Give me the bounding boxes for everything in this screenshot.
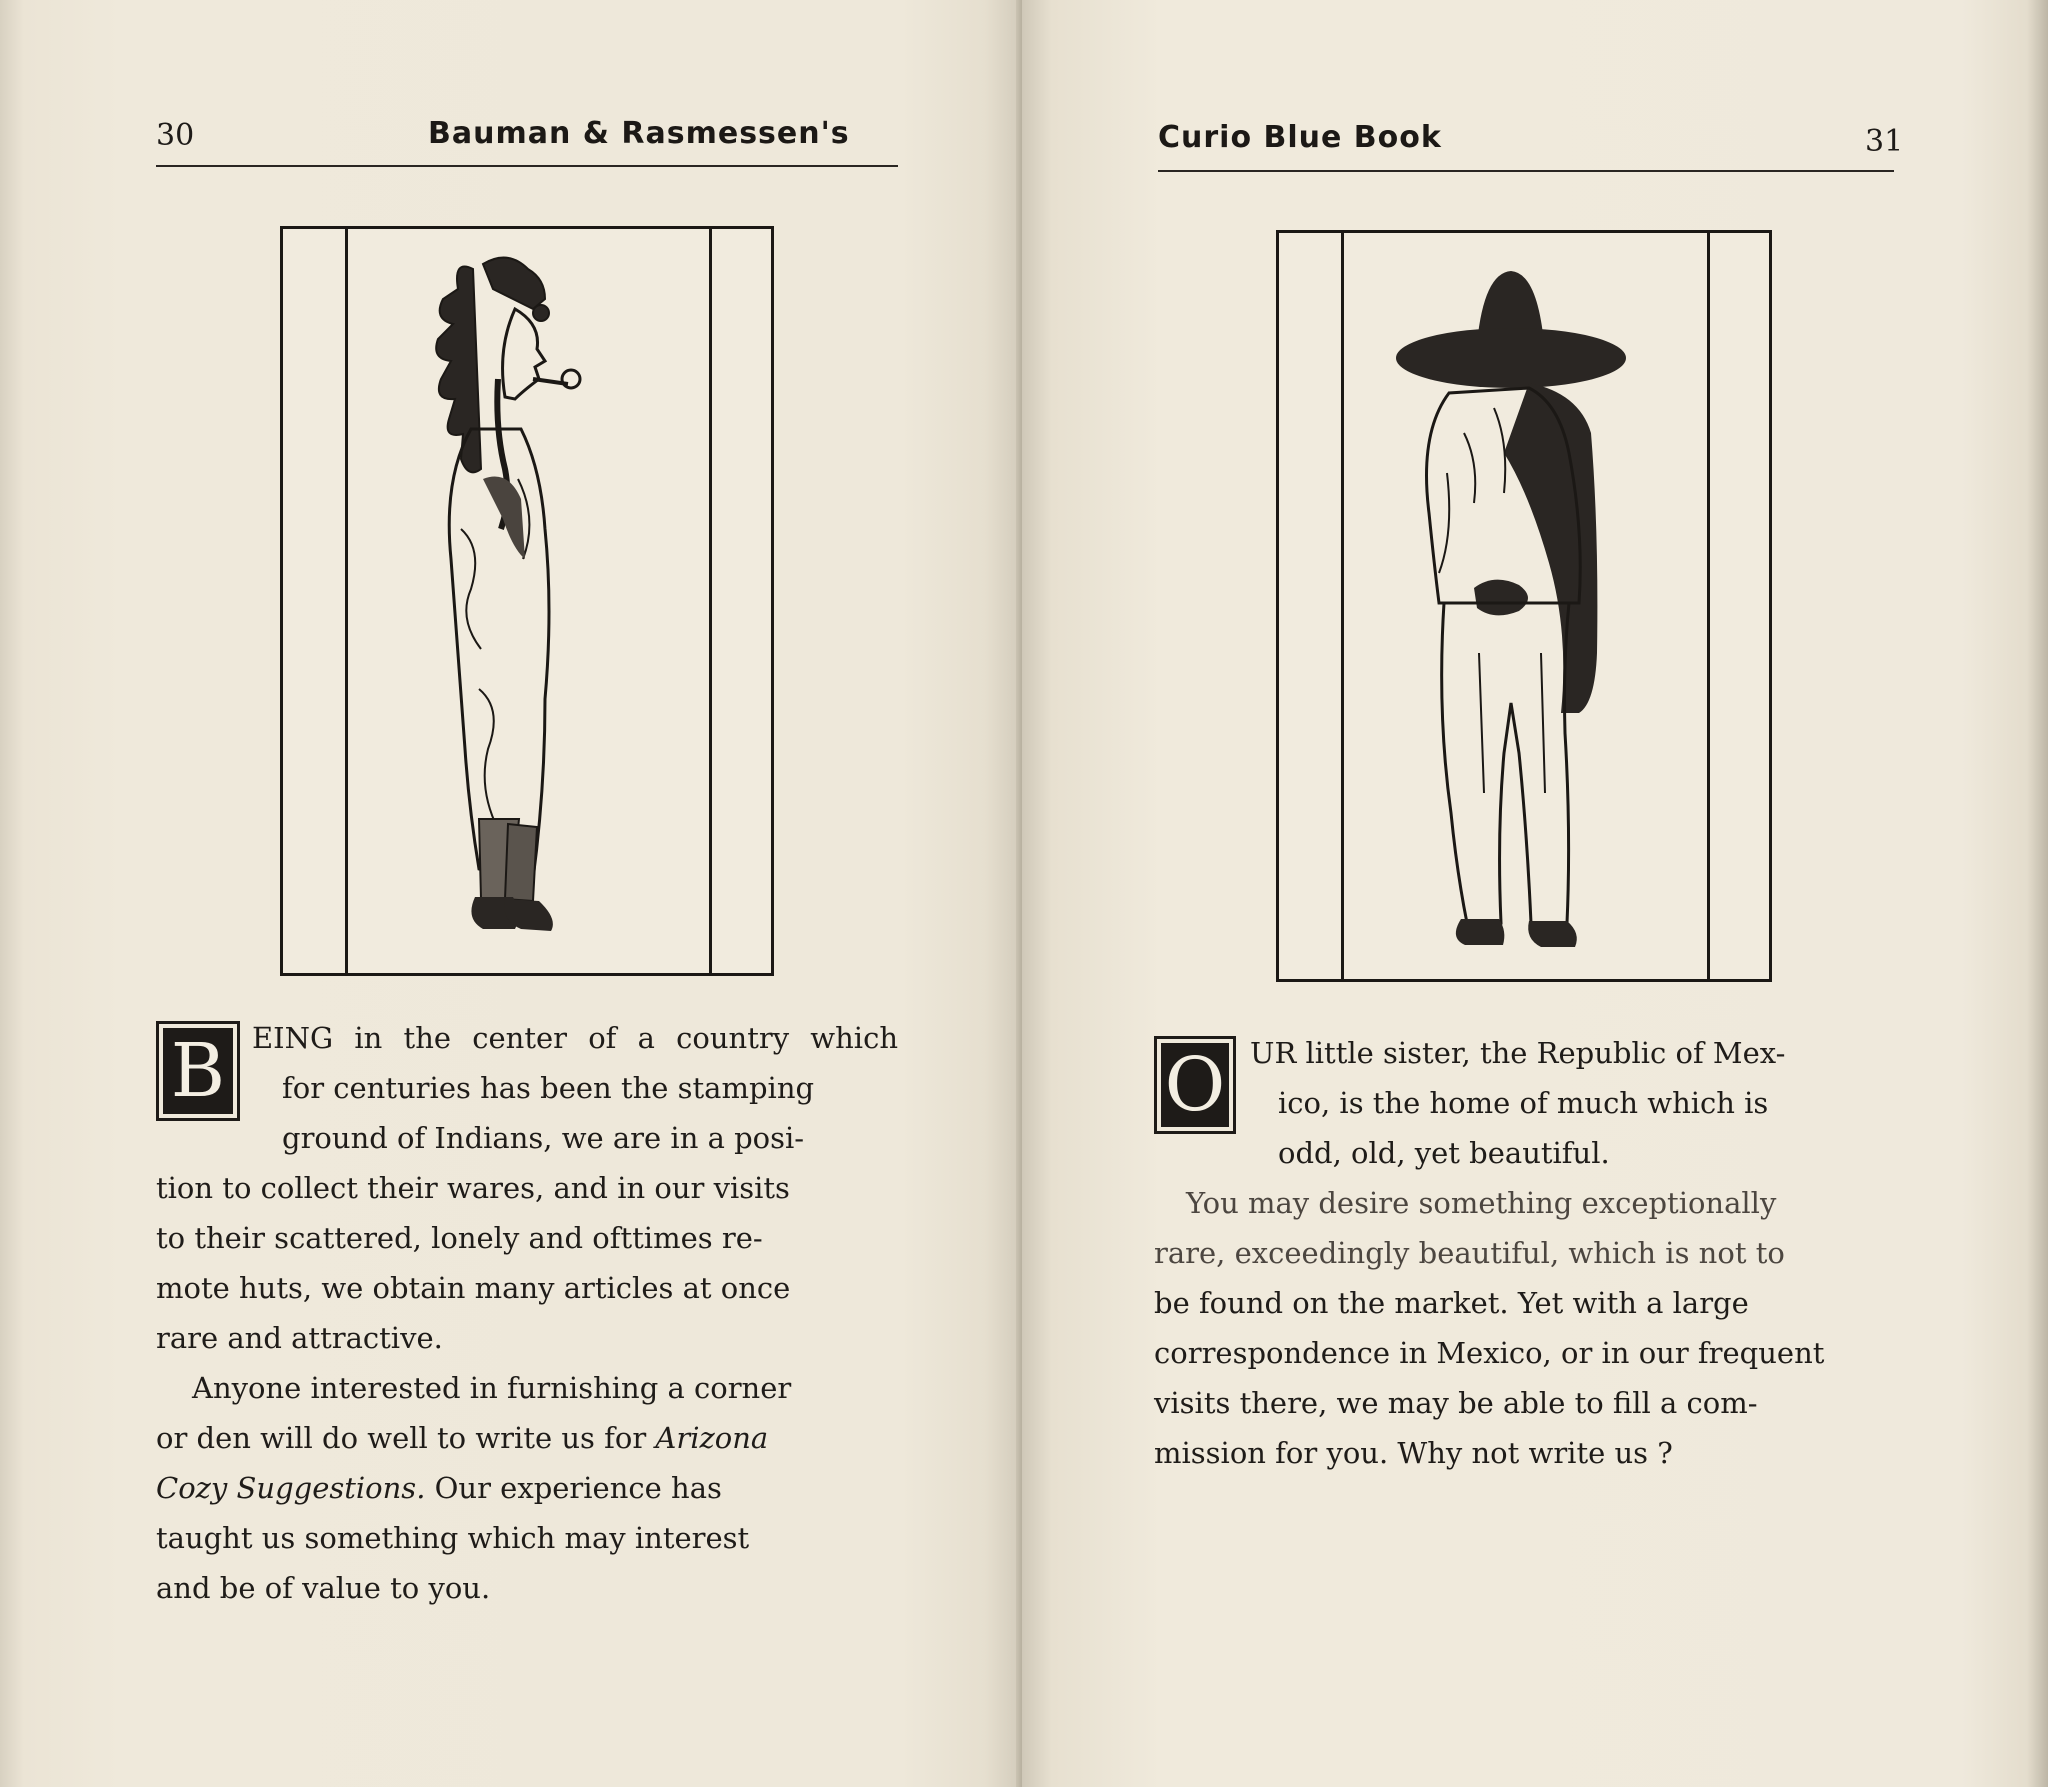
text-line: taught us something which may interest [156, 1521, 750, 1555]
running-head-left: Bauman & Rasmessen's [428, 116, 850, 151]
text-line: UR little sister, the Republic of Mex- [1250, 1036, 1786, 1070]
illustration-frame-left [280, 226, 774, 976]
text-line: visits there, we may be able to fill a com- [1154, 1386, 1758, 1420]
right-page [1022, 0, 2048, 1787]
right-body-text [1154, 1028, 1896, 1478]
text-run: Our experience has [425, 1471, 722, 1505]
text-line: correspondence in Mexico, or in our frequent [1154, 1336, 1825, 1370]
standing-indian-chief-illustration-icon [283, 229, 771, 973]
page-number-right: 31 [1865, 124, 1904, 159]
text-line: mission for you. Why not write us ? [1154, 1436, 1673, 1470]
text-line: for centuries has been the stamping [282, 1071, 815, 1105]
text-line: You may desire something exceptionally [1186, 1186, 1777, 1220]
mexican-man-sombrero-illustration-icon [1279, 233, 1769, 979]
illustration-frame-right [1276, 230, 1772, 982]
left-body-text [156, 1013, 898, 1613]
running-head-right: Curio Blue Book [1158, 120, 1442, 155]
text-line: be found on the market. Yet with a large [1154, 1286, 1749, 1320]
page-number-left: 30 [156, 118, 195, 153]
text-line: odd, old, yet beautiful. [1278, 1136, 1610, 1170]
text-line: tion to collect their wares, and in our visits [156, 1171, 790, 1205]
text-line: EING in the center of a country which [252, 1021, 898, 1055]
text-line: ico, is the home of much which is [1278, 1086, 1769, 1120]
italic-title: Cozy Suggestions. [156, 1471, 426, 1505]
text-line: ground of Indians, we are in a posi- [282, 1121, 805, 1155]
left-page [0, 0, 1022, 1787]
text-run: or den will do well to write us for [156, 1421, 656, 1455]
dropcap-b: B [156, 1021, 240, 1121]
text-line: to their scattered, lonely and ofttimes re- [156, 1221, 763, 1255]
text-line [156, 1413, 898, 1463]
italic-title: Arizona [655, 1421, 769, 1455]
header-rule-left [156, 165, 898, 167]
text-line: mote huts, we obtain many articles at once [156, 1271, 791, 1305]
dropcap-o: O [1154, 1036, 1236, 1134]
text-line: and be of value to you. [156, 1571, 491, 1605]
text-line: rare, exceedingly beautiful, which is not to [1154, 1236, 1785, 1270]
text-line: rare and attractive. [156, 1321, 443, 1355]
text-line [156, 1463, 898, 1513]
header-rule-right [1158, 170, 1894, 172]
text-line: Anyone interested in furnishing a corner [192, 1371, 792, 1405]
